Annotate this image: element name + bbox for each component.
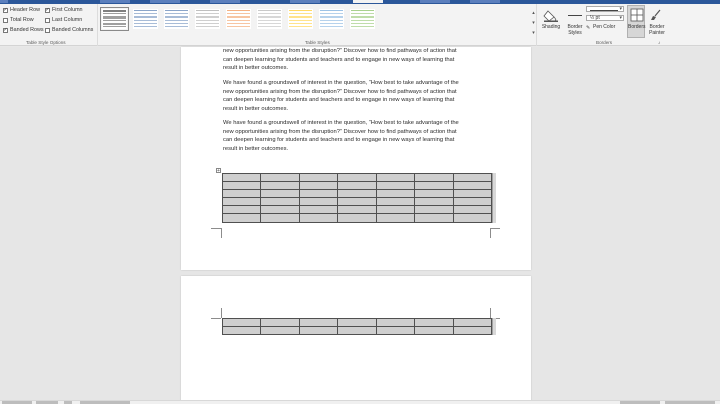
table-cell[interactable] [415,198,453,206]
border-painter-label: Border Painter [649,24,665,36]
table-cell[interactable] [453,190,491,198]
table-cell[interactable] [415,319,453,327]
table-cell[interactable] [415,327,453,335]
table-cell[interactable] [376,206,414,214]
table-move-handle-icon[interactable]: + [217,168,220,174]
table-cell[interactable] [223,214,261,222]
table-cell[interactable] [338,319,376,327]
table-cell[interactable] [376,327,414,335]
borders-grid-icon [630,8,644,22]
table-cell[interactable] [223,206,261,214]
tab-table-design-active[interactable] [353,0,383,3]
paragraph-3[interactable]: We have found a groundswell of interest in the question, “How best to take advantage of the new opportunities arising from the disruption?” Discover how to find pathways of action that can deepen learning for students and teachers and to engage in new ways of learning that result in better outcomes. [223,120,459,152]
table-cell[interactable] [261,174,299,182]
border-styles-label: Border Styles [567,24,583,36]
table-row[interactable] [223,190,492,198]
tab-indicator[interactable] [100,0,130,3]
document-workspace[interactable] [0,47,720,400]
borders-button[interactable] [627,5,645,38]
table-cell[interactable] [338,206,376,214]
table-cell[interactable] [299,174,337,182]
table-cell[interactable] [261,198,299,206]
table-cell[interactable] [453,319,491,327]
table-cell[interactable] [223,327,261,335]
tab-indicator[interactable] [210,0,240,3]
table-cell[interactable] [376,182,414,190]
gallery-scroll-control[interactable] [530,8,537,38]
banded-rows-checkbox[interactable]: ✓ [3,26,8,33]
option-first-column[interactable]: ✓ First Column [45,6,83,13]
page-1[interactable] [181,47,531,270]
tab-indicator[interactable] [470,0,500,3]
table-cell[interactable] [261,327,299,335]
tab-indicator[interactable] [0,0,8,3]
table-style-thumbnail[interactable] [350,9,375,29]
table-cell[interactable] [338,174,376,182]
option-last-column[interactable]: Last Column [45,17,82,23]
table-cell[interactable] [299,182,337,190]
gallery-up-icon[interactable]: ▴ [532,10,535,16]
table-cell[interactable] [376,214,414,222]
table-cell[interactable] [338,198,376,206]
shading-label: Shading [541,24,561,30]
table-cell[interactable] [415,182,453,190]
borders-dialog-launcher-icon[interactable]: ⌟ [658,39,661,45]
option-banded-columns[interactable]: Banded Columns [45,27,93,33]
table-cell[interactable] [376,198,414,206]
table-row[interactable] [223,206,492,214]
table-style-thumbnail[interactable] [164,9,189,29]
table-cell[interactable] [223,182,261,190]
table-cell[interactable] [376,174,414,182]
table-cell[interactable] [376,190,414,198]
total-row-checkbox[interactable] [3,18,8,23]
border-styles-button[interactable] [564,5,584,37]
crop-mark [221,308,222,318]
line-weight-value: ½ pt [590,15,600,21]
chevron-down-icon: ▾ [619,6,622,12]
table-row[interactable] [223,319,492,327]
table-cell[interactable] [338,182,376,190]
paragraph-2[interactable]: We have found a groundswell of interest in the question, “How best to take advantage of the new opportunities arising from the disruption?” Discover how to find pathways of action that can deepen learning for students and teachers and to engage in new ways of learning that result in better outcomes. [223,80,459,112]
gallery-more-icon[interactable]: ▾ [532,30,535,36]
table-cell[interactable] [299,214,337,222]
line-weight-dropdown[interactable] [586,15,624,21]
table-cell[interactable] [299,319,337,327]
chevron-down-icon: ▾ [619,15,622,21]
tab-indicator[interactable] [150,0,180,3]
table-cell[interactable] [453,174,491,182]
crop-mark [490,228,491,238]
tab-indicator[interactable] [290,0,320,3]
paragraph-1[interactable]: new opportunities arising from the disruption?” Discover how to find pathways of action that can deepen learning for students and teachers and to engage in new ways of learning that result in better outcomes. [223,48,457,71]
table-cell[interactable] [299,206,337,214]
table-cell[interactable] [338,327,376,335]
table-2-row-end-marks [492,318,496,335]
table-cell[interactable] [299,190,337,198]
option-header-row[interactable]: ✓ Header Row [3,6,40,13]
table-style-thumbnail[interactable] [257,9,282,29]
table-cell[interactable] [261,214,299,222]
gallery-down-icon[interactable]: ▾ [532,20,535,26]
table-row[interactable] [223,198,492,206]
table-cell[interactable] [223,198,261,206]
crop-mark [490,228,500,229]
table-cell[interactable] [261,190,299,198]
header-row-checkbox[interactable]: ✓ [3,6,8,13]
page-2[interactable] [181,276,531,404]
table-row[interactable] [223,327,492,335]
table-cell[interactable] [453,327,491,335]
table-style-thumbnail[interactable] [102,9,127,29]
table-style-thumbnail[interactable] [288,9,313,29]
banded-columns-checkbox[interactable] [45,28,50,33]
table-row[interactable] [223,174,492,182]
line-style-dropdown[interactable] [586,6,624,12]
table-cell[interactable] [415,214,453,222]
table-style-thumbnail[interactable] [133,9,158,29]
borders-label: Borders [628,24,646,30]
table-cell[interactable] [453,214,491,222]
table-1-row-end-marks [492,173,496,223]
pen-color-button[interactable] [586,24,624,31]
paint-bucket-icon [540,8,562,22]
table-2[interactable] [222,318,492,335]
option-total-row[interactable]: Total Row [3,17,34,23]
table-cell[interactable] [415,206,453,214]
table-cell[interactable] [415,174,453,182]
border-style-line-icon [568,15,582,16]
crop-mark [490,308,491,318]
table-cell[interactable] [261,206,299,214]
table-styles-group [99,4,537,46]
table-cell[interactable] [453,198,491,206]
status-bar [0,400,720,404]
first-column-checkbox[interactable]: ✓ [45,6,50,13]
table-cell[interactable] [338,190,376,198]
group-label-table-style-options: Table Style Options [26,40,66,45]
table-cell[interactable] [223,319,261,327]
table-cell[interactable] [261,319,299,327]
crop-mark [211,228,221,229]
table-cell[interactable] [338,214,376,222]
table-style-thumbnail[interactable] [195,9,220,29]
option-banded-rows[interactable]: ✓ Banded Rows [3,26,44,33]
pen-icon: ✎ [586,25,591,31]
table-cell[interactable] [453,206,491,214]
table-cell[interactable] [453,182,491,190]
table-style-thumbnail[interactable] [319,9,344,29]
line-style-preview [590,10,618,11]
table-cell[interactable] [376,319,414,327]
table-row[interactable] [223,182,492,190]
table-cell[interactable] [223,190,261,198]
table-style-options-group [0,4,98,46]
crop-mark [221,228,222,238]
table-row[interactable] [223,214,492,222]
table-cell[interactable] [415,190,453,198]
table-cell[interactable] [299,198,337,206]
ribbon [0,4,720,46]
table-1[interactable] [222,173,492,223]
pen-color-label: Pen Color [593,24,616,30]
group-label-table-styles: Table Styles [305,40,330,45]
table-cell[interactable] [223,174,261,182]
table-style-thumbnail[interactable] [226,9,251,29]
paintbrush-icon [648,8,666,22]
group-label-borders: Borders [596,40,613,45]
table-cell[interactable] [261,182,299,190]
table-cell[interactable] [299,327,337,335]
shading-button[interactable] [539,5,561,37]
border-painter-button[interactable] [646,5,666,37]
last-column-checkbox[interactable] [45,18,50,23]
borders-group [538,4,668,46]
tab-indicator[interactable] [420,0,450,3]
crop-mark [211,318,221,319]
